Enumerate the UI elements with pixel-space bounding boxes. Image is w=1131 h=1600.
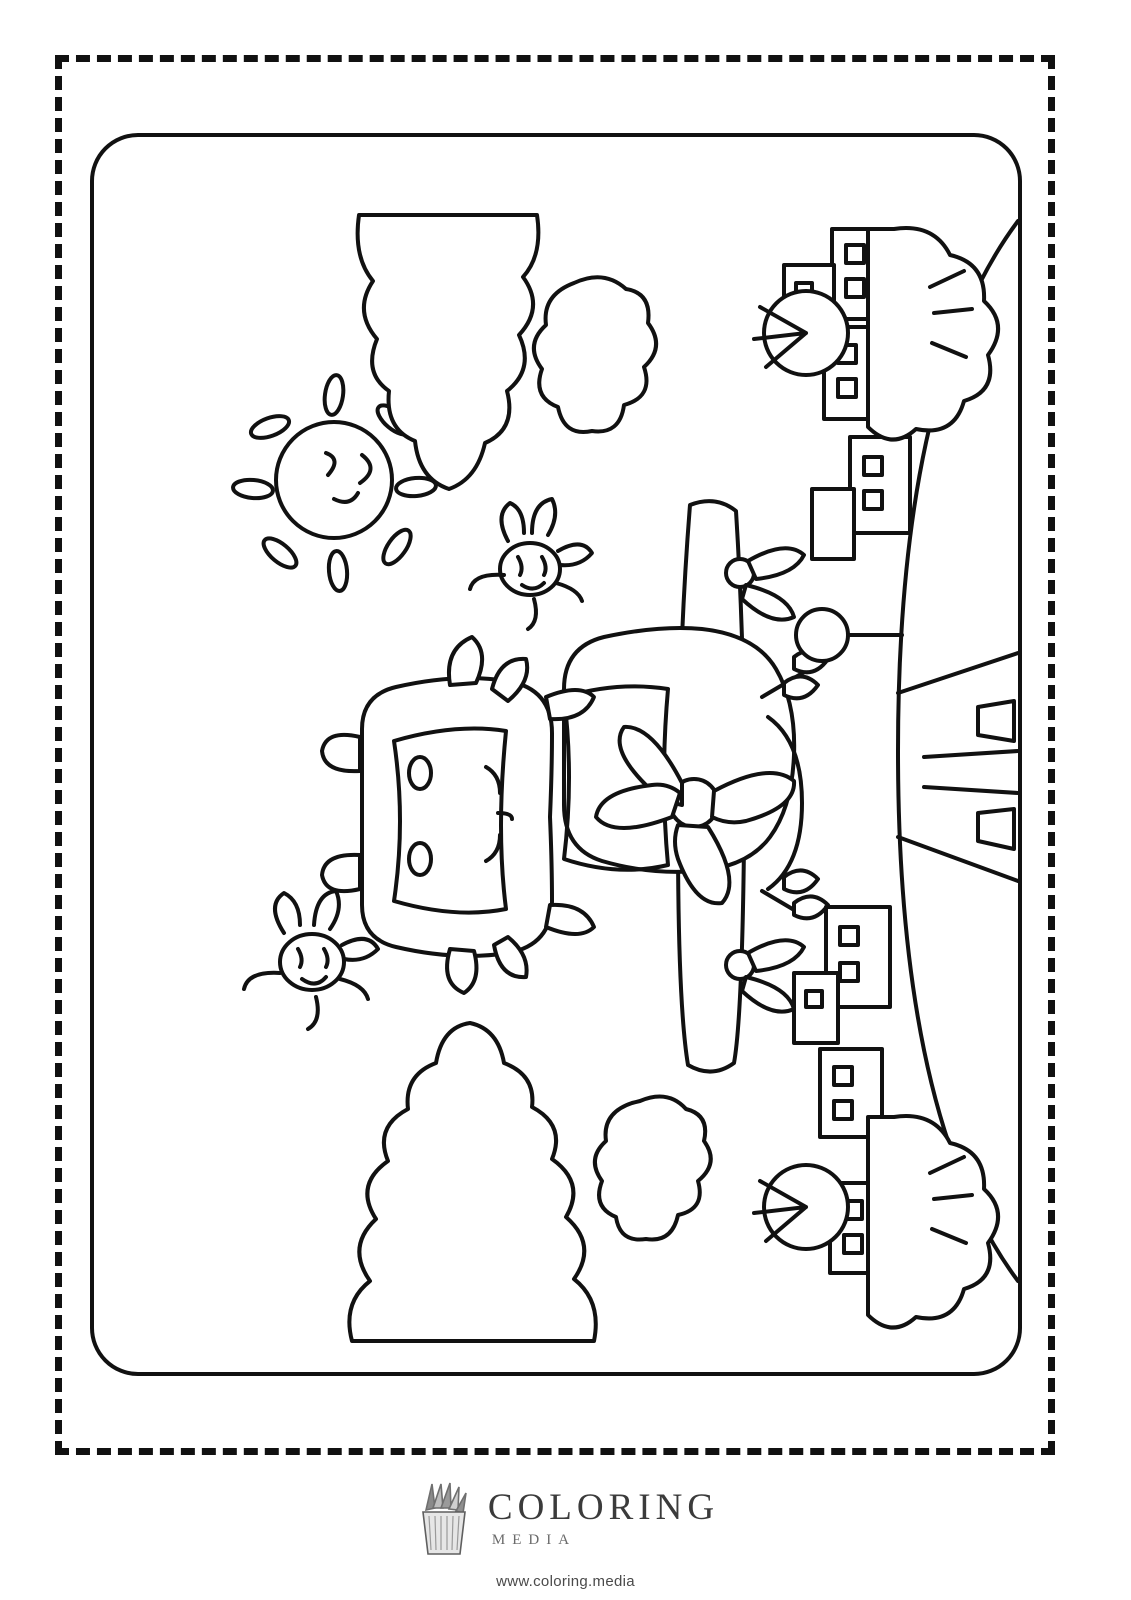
small-cloud-bottom	[595, 1097, 711, 1240]
brand-name: COLORING	[487, 1487, 720, 1528]
round-sign-icon	[796, 609, 902, 661]
tall-bush-bottom	[349, 1023, 595, 1341]
brand-url[interactable]: www.coloring.media	[496, 1573, 635, 1590]
bird-lower	[244, 891, 378, 1029]
brand-text	[488, 1489, 719, 1549]
tree-bottom	[754, 1165, 848, 1249]
artwork-frame	[90, 133, 1022, 1376]
pencil-cup-icon	[412, 1480, 474, 1558]
coloring-artwork	[94, 137, 1018, 1372]
brand-subtitle: MEDIA	[491, 1532, 577, 1548]
footer-branding	[0, 1480, 1131, 1590]
brand-row	[412, 1480, 719, 1558]
large-cloud-top	[358, 215, 539, 489]
tree-top	[754, 291, 848, 375]
bird-upper	[470, 499, 592, 629]
small-cloud-top-right	[534, 277, 656, 432]
airplane-with-propeller	[564, 501, 828, 1071]
